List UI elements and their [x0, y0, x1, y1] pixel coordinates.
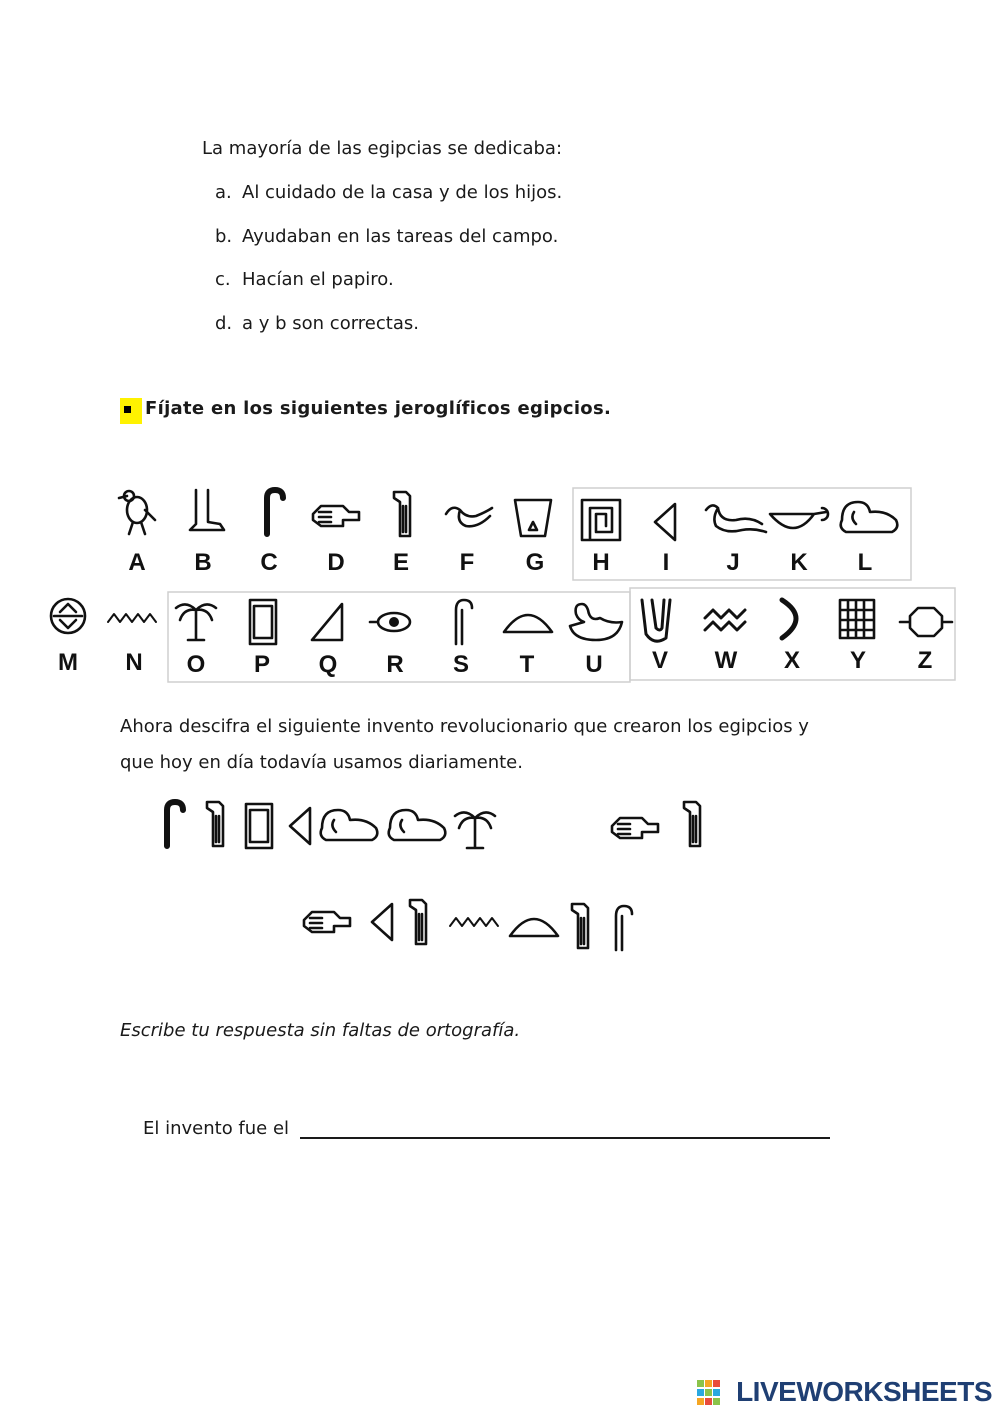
alphabet-letter: U: [585, 651, 603, 678]
code-t-icon: [510, 919, 558, 936]
alphabet-letter: X: [783, 647, 801, 674]
code-s-icon: [616, 906, 632, 950]
alphabet-letter: Y: [849, 647, 867, 674]
option-d-letter: d.: [215, 313, 233, 334]
alphabet-letter: G: [525, 549, 545, 576]
code-l-icon: [389, 810, 446, 840]
answer-input-line[interactable]: [300, 1137, 830, 1139]
answer-label: El invento fue el: [143, 1118, 290, 1139]
hieroglyph-v-icon: [642, 600, 670, 641]
hieroglyph-o-icon: [176, 604, 216, 640]
alphabet-letter: H: [592, 549, 610, 576]
alphabet-letter: W: [714, 647, 738, 674]
alphabet-letter: N: [125, 649, 143, 676]
hieroglyph-b-icon: [190, 490, 224, 530]
instructions-line-2: que hoy en día todavía usamos diariamente.: [120, 752, 523, 773]
hieroglyph-f-icon: [446, 508, 492, 527]
section-heading: Fíjate en los siguientes jeroglíficos egipcios.: [145, 398, 612, 419]
code-i-icon: [290, 808, 310, 844]
hieroglyph-c-icon: [267, 490, 283, 534]
liveworksheets-logo-icon: [697, 1380, 721, 1406]
brand-name[interactable]: LIVEWORKSHEETS: [736, 1376, 992, 1407]
option-c-text[interactable]: Hacían el papiro.: [242, 269, 394, 290]
hieroglyph-a-icon: [119, 491, 155, 534]
hieroglyph-x-icon: [782, 600, 796, 638]
alphabet-letter: C: [260, 549, 278, 576]
option-a-text[interactable]: Al cuidado de la casa y de los hijos.: [242, 182, 563, 203]
alphabet-letter: F: [459, 549, 475, 576]
option-a-letter: a.: [215, 182, 232, 203]
alphabet-letter: Q: [318, 651, 338, 678]
spelling-note: Escribe tu respuesta sin faltas de ortografía.: [120, 1020, 521, 1041]
question-text: La mayoría de las egipcias se dedicaba:: [202, 138, 563, 159]
code-e-icon: [207, 802, 223, 846]
code-o-icon: [455, 812, 495, 848]
alphabet-letter: E: [392, 549, 410, 576]
hieroglyph-n-icon: [108, 614, 156, 622]
hieroglyph-e-icon: [394, 492, 410, 536]
alphabet-letter: L: [857, 549, 873, 576]
hieroglyph-r-icon: [370, 613, 410, 631]
alphabet-letter: J: [726, 549, 740, 576]
hieroglyph-u-icon: [570, 604, 622, 640]
hieroglyph-i-icon: [655, 504, 675, 540]
alphabet-letter: D: [327, 549, 345, 576]
hieroglyph-alphabet-chart: [0, 470, 1000, 685]
alphabet-letter: K: [790, 549, 808, 576]
code-e-icon: [684, 802, 700, 846]
code-e-icon: [410, 900, 426, 944]
hieroglyph-d-icon: [313, 506, 359, 526]
code-d-icon: [612, 818, 658, 838]
code-d-icon: [304, 912, 350, 932]
alphabet-letter: I: [662, 549, 670, 576]
hieroglyph-p-icon: [250, 600, 276, 644]
instructions-line-1: Ahora descifra el siguiente invento revolucionario que crearon los egipcios y: [120, 716, 809, 737]
alphabet-letter: V: [651, 647, 669, 674]
alphabet-letter: M: [58, 649, 78, 676]
hieroglyph-h-icon: [582, 500, 620, 540]
hieroglyph-w-icon: [705, 610, 745, 630]
hieroglyph-l-icon: [841, 502, 898, 532]
code-i-icon: [372, 904, 392, 940]
square-bullet-icon: [124, 406, 131, 413]
alphabet-letter: B: [194, 549, 212, 576]
alphabet-letter: R: [386, 651, 404, 678]
hieroglyph-t-icon: [504, 615, 552, 632]
hieroglyph-y-icon: [840, 600, 874, 638]
hieroglyph-k-icon: [770, 508, 828, 528]
option-d-text[interactable]: a y b son correctas.: [242, 313, 419, 334]
code-p-icon: [246, 804, 272, 848]
alphabet-letter: P: [253, 651, 271, 678]
alphabet-letter: Z: [917, 647, 933, 674]
hieroglyph-g-icon: [515, 500, 551, 536]
alphabet-letter: S: [452, 651, 470, 678]
option-c-letter: c.: [215, 269, 231, 290]
code-c-icon: [167, 802, 183, 846]
hieroglyph-q-icon: [312, 604, 342, 640]
hieroglyph-j-icon: [706, 505, 766, 532]
code-l-icon: [321, 810, 378, 840]
hieroglyph-z-icon: [900, 608, 952, 636]
option-b-text[interactable]: Ayudaban en las tareas del campo.: [242, 226, 559, 247]
alphabet-letter: T: [519, 651, 535, 678]
code-e-icon: [572, 904, 588, 948]
hieroglyph-s-icon: [456, 600, 472, 644]
code-n-icon: [450, 918, 498, 926]
encoded-message: [0, 790, 1000, 965]
hieroglyph-m-icon: [51, 599, 85, 633]
alphabet-letter: A: [128, 549, 146, 576]
alphabet-letter: O: [186, 651, 206, 678]
option-b-letter: b.: [215, 226, 233, 247]
